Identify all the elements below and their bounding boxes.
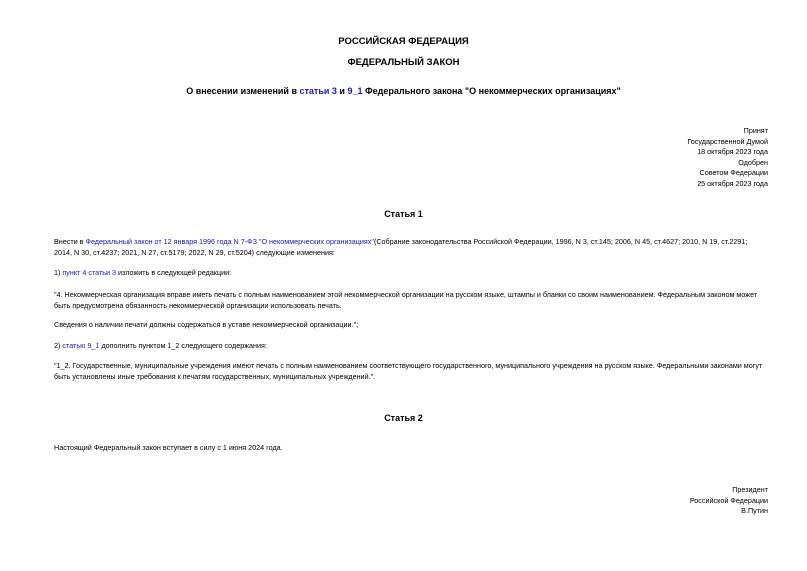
article-1-item-1 (54, 268, 768, 279)
adoption-line: 25 октября 2023 года (697, 178, 768, 188)
paragraph-text: быть предусмотрена обязанность некоммерческой организации использовать печать. (54, 300, 342, 310)
country-heading: РОССИЙСКАЯ ФЕДЕРАЦИЯ (338, 36, 469, 47)
title-text-mid: и (336, 86, 348, 96)
article-1-paragraph-intro (54, 237, 768, 258)
adoption-block (687, 126, 768, 190)
signature-line: Российской Федерации (689, 495, 768, 505)
federal-law-link[interactable]: Федеральный закон от 12 января 1996 года N 7-ФЗ "О некоммерческих организациях" (85, 237, 374, 246)
signature-line: Президент (732, 485, 768, 494)
article-1-item-2 (54, 341, 768, 352)
paragraph-text: (Собрание законодательства Российской Федерации, 1996, N 3, ст.145; 2006, N 45, ст.4627; 2010, N 19, ст.2291; (373, 237, 748, 246)
title-text-post: Федерального закона "О некоммерческих организациях" (362, 86, 621, 96)
adoption-line: 18 октября 2023 года (697, 147, 768, 157)
item-4-article-3-link[interactable]: пункт 4 статьи 3 (62, 268, 117, 277)
article-1-heading: Статья 1 (384, 209, 423, 219)
signature-name: В.Путин (741, 506, 768, 516)
paragraph-text: "1_2. Государственные, муниципальные учреждения имеют печать с полным наименованием соответствующего государственного, муниципального учреждения на русском языке. Федеральными законами могут (54, 361, 763, 370)
item-number: 1) (54, 268, 63, 277)
article-2-paragraph: Настоящий Федеральный закон вступает в силу с 1 июня 2024 года. (54, 443, 283, 452)
paragraph-text: Внести в (54, 237, 86, 246)
document-title (0, 86, 807, 96)
article-1-quoted-paragraph-1-2 (54, 361, 768, 382)
adoption-line: Одобрен (738, 157, 768, 167)
article-1-seal-info-paragraph: Сведения о наличии печати должны содержаться в уставе некоммерческой организации."; (54, 320, 359, 329)
adoption-line: Советом Федерации (699, 168, 768, 178)
title-link-article-9-1[interactable]: 9_1 (347, 86, 363, 96)
paragraph-text: быть установлены иные требования к печатям государственных, муниципальных учреждений.". (54, 371, 376, 381)
paragraph-text: дополнить пунктом 1_2 следующего содержания: (99, 341, 267, 350)
adoption-line: Принят (743, 126, 768, 135)
paragraph-text: 2014, N 30, ст.4237; 2021, N 27, ст.5179; 2022, N 29, ст.5204) следующие изменения: (54, 247, 335, 257)
adoption-line: Государственной Думой (687, 136, 768, 146)
signature-block (690, 485, 768, 517)
article-9-1-link[interactable]: статью 9_1 (62, 341, 100, 350)
document-type-heading: ФЕДЕРАЛЬНЫЙ ЗАКОН (347, 57, 460, 68)
title-text-pre: О внесении изменений в (186, 86, 300, 96)
article-1-quoted-paragraph-4 (54, 290, 768, 311)
paragraph-text: изложить в следующей редакции: (116, 268, 232, 277)
paragraph-text: "4. Некоммерческая организация вправе иметь печать с полным наименованием этой некоммерческой организации на русском языке, штампы и бланки со своим наименованием. Федеральным законом может (54, 290, 758, 299)
article-2-heading: Статья 2 (384, 413, 423, 423)
title-link-article-3[interactable]: статьи 3 (299, 86, 337, 96)
item-number: 2) (54, 341, 63, 350)
